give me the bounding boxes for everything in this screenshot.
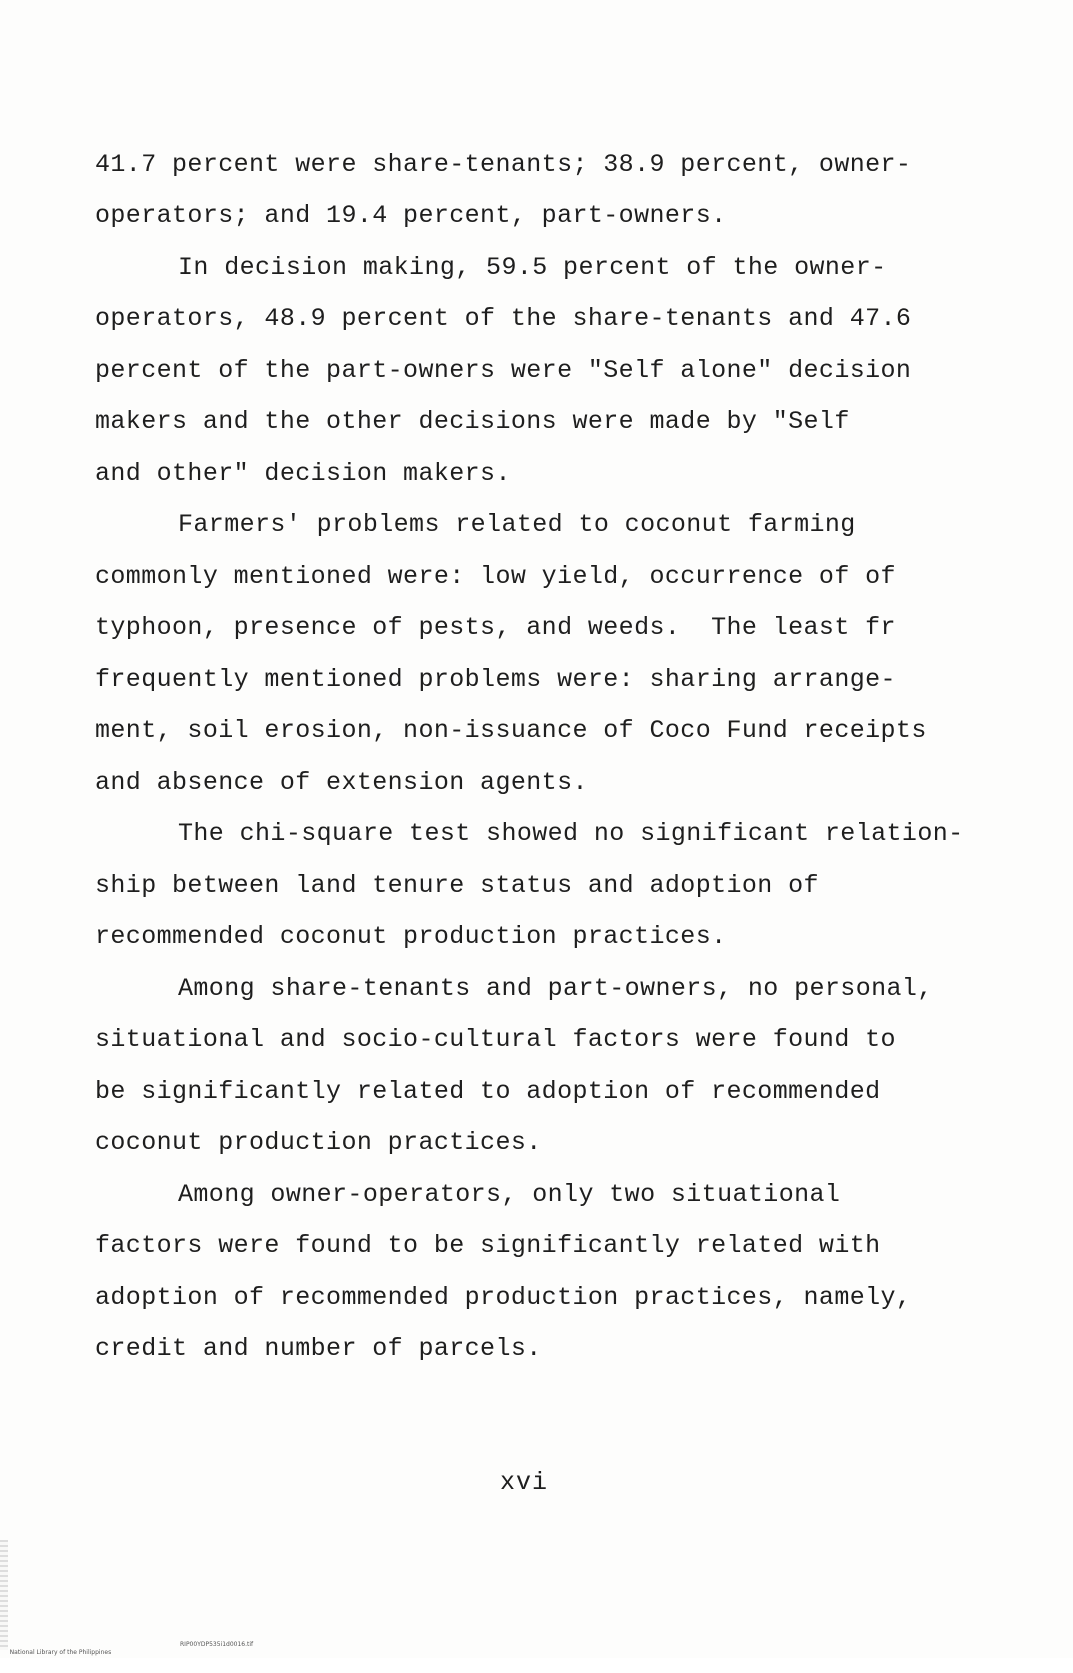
text-line: Among owner-operators, only two situational xyxy=(178,1180,841,1209)
text-line: and absence of extension agents. xyxy=(95,768,588,797)
text-line: 41.7 percent were share-tenants; 38.9 percent, owner- xyxy=(95,150,912,179)
text-line: and other" decision makers. xyxy=(95,459,511,488)
text-line: commonly mentioned were: low yield, occurrence of of xyxy=(95,562,896,591)
library-credit: National Library of the Philippines xyxy=(9,1649,112,1656)
text-line: credit and number of parcels. xyxy=(95,1334,542,1363)
text-line: coconut production practices. xyxy=(95,1128,542,1157)
scan-edge-artifact xyxy=(0,1540,8,1650)
text-line: ship between land tenure status and adoption of xyxy=(95,871,819,900)
text-line: makers and the other decisions were made by "Self xyxy=(95,407,850,436)
text-line: Among share-tenants and part-owners, no personal, xyxy=(178,974,933,1003)
text-line: situational and socio-cultural factors were found to xyxy=(95,1025,896,1054)
text-line: The chi-square test showed no significant relation- xyxy=(178,819,964,848)
text-line: adoption of recommended production practices, namely, xyxy=(95,1283,912,1312)
scan-filename: RIP00YDP535i1d0016.tif xyxy=(180,1641,254,1648)
text-line: factors were found to be significantly related with xyxy=(95,1231,881,1260)
text-line: recommended coconut production practices. xyxy=(95,922,727,951)
text-line: Farmers' problems related to coconut farming xyxy=(178,510,856,539)
scan-footer xyxy=(2,1641,254,1673)
text-line: In decision making, 59.5 percent of the owner- xyxy=(178,253,887,282)
text-line: be significantly related to adoption of recommended xyxy=(95,1077,881,1106)
text-line: ment, soil erosion, non-issuance of Coco Fund receipts xyxy=(95,716,927,745)
text-line: typhoon, presence of pests, and weeds. The least fr xyxy=(95,613,896,642)
text-line: operators; and 19.4 percent, part-owners. xyxy=(95,201,727,230)
text-line: percent of the part-owners were "Self alone" decision xyxy=(95,356,912,385)
page-number: xvi xyxy=(500,1468,549,1497)
text-line: frequently mentioned problems were: sharing arrange- xyxy=(95,665,896,694)
text-line: operators, 48.9 percent of the share-tenants and 47.6 xyxy=(95,304,912,333)
